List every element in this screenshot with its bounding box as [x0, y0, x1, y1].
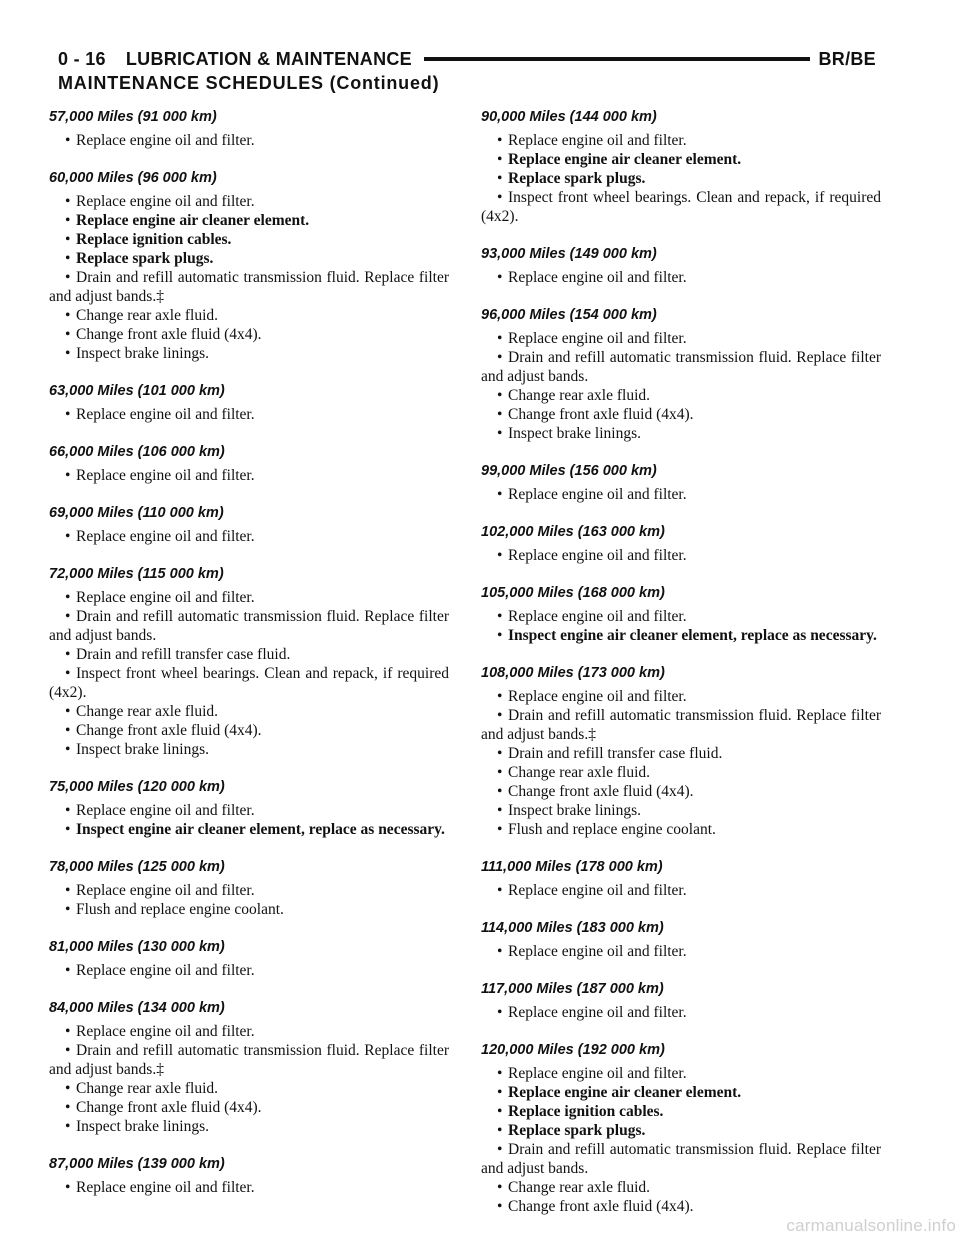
schedule-item: [49, 645, 449, 664]
schedule-item: [481, 188, 881, 226]
schedule-item-text: Replace engine oil and filter.: [76, 528, 255, 545]
schedule-item: [49, 801, 449, 820]
schedule-item: [49, 1041, 449, 1079]
bullet-icon: •: [497, 486, 503, 503]
bullet-icon: •: [497, 608, 503, 625]
schedule-item-text: Replace engine oil and filter.: [508, 882, 687, 899]
schedule-item-text: Replace engine oil and filter.: [508, 486, 687, 503]
schedule-item-text: Replace engine oil and filter.: [76, 962, 255, 979]
schedule-item: [49, 607, 449, 645]
schedule-item-text: Change rear axle fluid.: [76, 703, 219, 720]
schedule-item-text: Drain and refill automatic transmission fluid. Replace filter and adjust bands.: [49, 608, 449, 644]
chapter-title: LUBRICATION & MAINTENANCE: [125, 48, 412, 69]
bullet-icon: •: [65, 1042, 71, 1059]
schedule-heading: 108,000 Miles (173 000 km): [481, 665, 665, 681]
schedule-heading: 81,000 Miles (130 000 km): [49, 939, 225, 955]
schedule-item-text: Flush and replace engine coolant.: [508, 821, 716, 838]
schedule-item: [481, 1178, 881, 1197]
bullet-icon: •: [65, 467, 71, 484]
schedule-item: [49, 131, 449, 150]
schedule-item: [481, 405, 881, 424]
schedule-heading: 120,000 Miles (192 000 km): [481, 1042, 665, 1058]
schedule-item: [481, 150, 881, 169]
schedule-item: [49, 268, 449, 306]
schedule-item: [481, 386, 881, 405]
schedule-item-text: Change rear axle fluid.: [508, 1179, 651, 1196]
schedule-item-text: Change front axle fluid (4x4).: [508, 1198, 694, 1215]
schedule-item-text: Drain and refill automatic transmission fluid. Replace filter and adjust bands.‡: [49, 1042, 449, 1078]
bullet-icon: •: [497, 821, 503, 838]
bullet-icon: •: [497, 1122, 503, 1139]
schedule-item: [481, 1102, 881, 1121]
left-column: [49, 106, 449, 1197]
schedule-heading: 66,000 Miles (106 000 km): [49, 444, 225, 460]
bullet-icon: •: [497, 1179, 503, 1196]
schedule-item-text: Drain and refill transfer case fluid.: [508, 745, 723, 762]
bullet-icon: •: [497, 1103, 503, 1120]
schedule-item: [481, 820, 881, 839]
schedule-item: [481, 687, 881, 706]
schedule-item-text: Replace engine oil and filter.: [76, 132, 255, 149]
schedule-item-text: Drain and refill transfer case fluid.: [76, 646, 291, 663]
schedule-item-text: Inspect front wheel bearings. Clean and repack, if required (4x2).: [481, 189, 881, 225]
bullet-icon: •: [497, 783, 503, 800]
bullet-icon: •: [497, 764, 503, 781]
schedule-item: [49, 325, 449, 344]
schedule-item: [49, 1178, 449, 1197]
schedule-item: [49, 344, 449, 363]
schedule-item: [49, 211, 449, 230]
schedule-item-text: Replace engine oil and filter.: [76, 193, 255, 210]
bullet-icon: •: [65, 1023, 71, 1040]
schedule-item: [49, 820, 449, 839]
header-rule: [424, 57, 810, 61]
schedule-item-text: Replace engine oil and filter.: [76, 467, 255, 484]
schedule-item: [49, 1117, 449, 1136]
schedule-item-text: Replace engine oil and filter.: [508, 688, 687, 705]
schedule-item: [49, 740, 449, 759]
schedule-item-text: Drain and refill automatic transmission fluid. Replace filter and adjust bands.: [481, 349, 881, 385]
schedule-item-text: Replace engine oil and filter.: [76, 406, 255, 423]
schedule-item: [49, 527, 449, 546]
schedule-item: [49, 249, 449, 268]
bullet-icon: •: [497, 132, 503, 149]
schedule-item-text: Inspect brake linings.: [508, 425, 642, 442]
bullet-icon: •: [65, 406, 71, 423]
schedule-heading: 105,000 Miles (168 000 km): [481, 585, 665, 601]
bullet-icon: •: [497, 1004, 503, 1021]
bullet-icon: •: [497, 189, 503, 206]
schedule-item-text: Inspect brake linings.: [508, 802, 642, 819]
schedule-item-text: Replace engine oil and filter.: [508, 608, 687, 625]
schedule-item-text: Replace engine oil and filter.: [508, 943, 687, 960]
schedule-heading: 111,000 Miles (178 000 km): [481, 859, 663, 875]
schedule-item-text: Replace ignition cables.: [76, 231, 232, 248]
schedule-heading: 57,000 Miles (91 000 km): [49, 109, 217, 125]
page-header: [58, 44, 876, 74]
schedule-item: [481, 942, 881, 961]
schedule-heading: 96,000 Miles (154 000 km): [481, 307, 657, 323]
schedule-item: [481, 782, 881, 801]
schedule-item-text: Inspect front wheel bearings. Clean and repack, if required (4x2).: [49, 665, 449, 701]
bullet-icon: •: [65, 1099, 71, 1116]
bullet-icon: •: [497, 151, 503, 168]
bullet-icon: •: [497, 627, 503, 644]
bullet-icon: •: [65, 307, 71, 324]
schedule-item-text: Replace engine air cleaner element.: [508, 1084, 742, 1101]
schedule-item-text: Inspect engine air cleaner element, replace as necessary.: [508, 627, 877, 644]
schedule-item-text: Change front axle fluid (4x4).: [508, 406, 694, 423]
right-column: [481, 106, 881, 1216]
schedule-item: [481, 801, 881, 820]
schedule-item-text: Replace engine oil and filter.: [508, 1004, 687, 1021]
bullet-icon: •: [497, 425, 503, 442]
schedule-item-text: Inspect brake linings.: [76, 1118, 210, 1135]
schedule-item: [481, 268, 881, 287]
schedule-heading: 63,000 Miles (101 000 km): [49, 383, 225, 399]
schedule-heading: 69,000 Miles (110 000 km): [49, 505, 224, 521]
schedule-item-text: Replace engine air cleaner element.: [508, 151, 742, 168]
bullet-icon: •: [497, 745, 503, 762]
bullet-icon: •: [65, 962, 71, 979]
bullet-icon: •: [65, 608, 71, 625]
schedule-item: [49, 405, 449, 424]
bullet-icon: •: [65, 646, 71, 663]
bullet-icon: •: [497, 1141, 503, 1158]
schedule-item: [49, 230, 449, 249]
bullet-icon: •: [497, 269, 503, 286]
schedule-item: [481, 626, 881, 645]
schedule-item-text: Replace spark plugs.: [508, 1122, 646, 1139]
schedule-item: [481, 131, 881, 150]
schedule-item-text: Replace engine oil and filter.: [508, 330, 687, 347]
schedule-heading: 117,000 Miles (187 000 km): [481, 981, 664, 997]
bullet-icon: •: [497, 330, 503, 347]
schedule-item: [481, 485, 881, 504]
schedule-item: [481, 1003, 881, 1022]
schedule-item: [49, 664, 449, 702]
schedule-item-text: Replace engine oil and filter.: [76, 1179, 255, 1196]
schedule-item-text: Drain and refill automatic transmission fluid. Replace filter and adjust bands.‡: [49, 269, 449, 305]
bullet-icon: •: [497, 802, 503, 819]
schedule-heading: 93,000 Miles (149 000 km): [481, 246, 657, 262]
bullet-icon: •: [65, 231, 71, 248]
schedule-item-text: Replace engine oil and filter.: [76, 802, 255, 819]
schedule-item-text: Replace engine oil and filter.: [508, 132, 687, 149]
schedule-item: [49, 306, 449, 325]
schedule-item: [49, 588, 449, 607]
schedule-item-text: Replace spark plugs.: [76, 250, 214, 267]
schedule-item: [49, 466, 449, 485]
schedule-item-text: Drain and refill automatic transmission fluid. Replace filter and adjust bands.: [481, 1141, 881, 1177]
bullet-icon: •: [497, 882, 503, 899]
schedule-item: [481, 706, 881, 744]
bullet-icon: •: [497, 170, 503, 187]
bullet-icon: •: [65, 269, 71, 286]
schedule-heading: 75,000 Miles (120 000 km): [49, 779, 225, 795]
bullet-icon: •: [65, 665, 71, 682]
schedule-heading: 84,000 Miles (134 000 km): [49, 1000, 225, 1016]
schedule-item-text: Replace spark plugs.: [508, 170, 646, 187]
bullet-icon: •: [65, 212, 71, 229]
schedule-item: [49, 900, 449, 919]
schedule-item: [49, 961, 449, 980]
schedule-item-text: Change rear axle fluid.: [508, 764, 651, 781]
schedule-item: [49, 721, 449, 740]
schedule-item: [481, 169, 881, 188]
bullet-icon: •: [65, 193, 71, 210]
schedule-item-text: Change front axle fluid (4x4).: [76, 722, 262, 739]
schedule-item-text: Change rear axle fluid.: [508, 387, 651, 404]
bullet-icon: •: [497, 387, 503, 404]
bullet-icon: •: [65, 1080, 71, 1097]
schedule-item-text: Replace engine oil and filter.: [76, 882, 255, 899]
bullet-icon: •: [497, 688, 503, 705]
schedule-heading: 102,000 Miles (163 000 km): [481, 524, 665, 540]
schedule-item-text: Replace engine oil and filter.: [508, 1065, 687, 1082]
schedule-item: [481, 881, 881, 900]
bullet-icon: •: [65, 1179, 71, 1196]
schedule-item: [481, 329, 881, 348]
bullet-icon: •: [497, 707, 503, 724]
bullet-icon: •: [65, 1118, 71, 1135]
schedule-heading: 114,000 Miles (183 000 km): [481, 920, 664, 936]
schedule-item-text: Replace ignition cables.: [508, 1103, 664, 1120]
model-code: BR/BE: [818, 48, 876, 69]
schedule-heading: 72,000 Miles (115 000 km): [49, 566, 224, 582]
schedule-item-text: Inspect engine air cleaner element, replace as necessary.: [76, 821, 445, 838]
schedule-item-text: Replace engine air cleaner element.: [76, 212, 310, 229]
bullet-icon: •: [65, 703, 71, 720]
schedule-item-text: Change rear axle fluid.: [76, 1080, 219, 1097]
schedule-heading: 87,000 Miles (139 000 km): [49, 1156, 225, 1172]
schedule-heading: 90,000 Miles (144 000 km): [481, 109, 657, 125]
bullet-icon: •: [65, 345, 71, 362]
schedule-item: [49, 1098, 449, 1117]
schedule-item: [481, 763, 881, 782]
page-number: 0 - 16: [58, 48, 106, 69]
schedule-item: [481, 424, 881, 443]
bullet-icon: •: [65, 722, 71, 739]
schedule-item: [481, 348, 881, 386]
schedule-item: [481, 1140, 881, 1178]
schedule-item: [49, 1079, 449, 1098]
bullet-icon: •: [65, 132, 71, 149]
schedule-heading: 99,000 Miles (156 000 km): [481, 463, 657, 479]
bullet-icon: •: [65, 326, 71, 343]
schedule-item-text: Inspect brake linings.: [76, 345, 210, 362]
schedule-item: [49, 192, 449, 211]
schedule-item: [49, 1022, 449, 1041]
section-title: MAINTENANCE SCHEDULES (Continued): [58, 73, 440, 93]
bullet-icon: •: [65, 821, 71, 838]
schedule-item: [481, 744, 881, 763]
schedule-item: [481, 1121, 881, 1140]
bullet-icon: •: [65, 741, 71, 758]
bullet-icon: •: [65, 589, 71, 606]
schedule-item-text: Change front axle fluid (4x4).: [76, 326, 262, 343]
schedule-item-text: Replace engine oil and filter.: [76, 1023, 255, 1040]
bullet-icon: •: [65, 882, 71, 899]
schedule-heading: 78,000 Miles (125 000 km): [49, 859, 225, 875]
schedule-item: [481, 1083, 881, 1102]
bullet-icon: •: [65, 802, 71, 819]
bullet-icon: •: [65, 528, 71, 545]
schedule-item-text: Drain and refill automatic transmission fluid. Replace filter and adjust bands.‡: [481, 707, 881, 743]
schedule-item-text: Change front axle fluid (4x4).: [508, 783, 694, 800]
bullet-icon: •: [65, 901, 71, 918]
schedule-item-text: Replace engine oil and filter.: [508, 269, 687, 286]
schedule-item: [49, 702, 449, 721]
schedule-item-text: Replace engine oil and filter.: [76, 589, 255, 606]
bullet-icon: •: [497, 943, 503, 960]
bullet-icon: •: [497, 1198, 503, 1215]
bullet-icon: •: [65, 250, 71, 267]
bullet-icon: •: [497, 349, 503, 366]
schedule-item-text: Flush and replace engine coolant.: [76, 901, 284, 918]
schedule-item: [49, 881, 449, 900]
watermark: carmanualsonline.info: [786, 1216, 956, 1235]
schedule-item: [481, 546, 881, 565]
schedule-item: [481, 1197, 881, 1216]
bullet-icon: •: [497, 1084, 503, 1101]
bullet-icon: •: [497, 1065, 503, 1082]
schedule-item-text: Inspect brake linings.: [76, 741, 210, 758]
schedule-item: [481, 607, 881, 626]
schedule-heading: 60,000 Miles (96 000 km): [49, 170, 217, 186]
schedule-item-text: Replace engine oil and filter.: [508, 547, 687, 564]
schedule-item-text: Change front axle fluid (4x4).: [76, 1099, 262, 1116]
bullet-icon: •: [497, 406, 503, 423]
schedule-item: [481, 1064, 881, 1083]
bullet-icon: •: [497, 547, 503, 564]
schedule-item-text: Change rear axle fluid.: [76, 307, 219, 324]
